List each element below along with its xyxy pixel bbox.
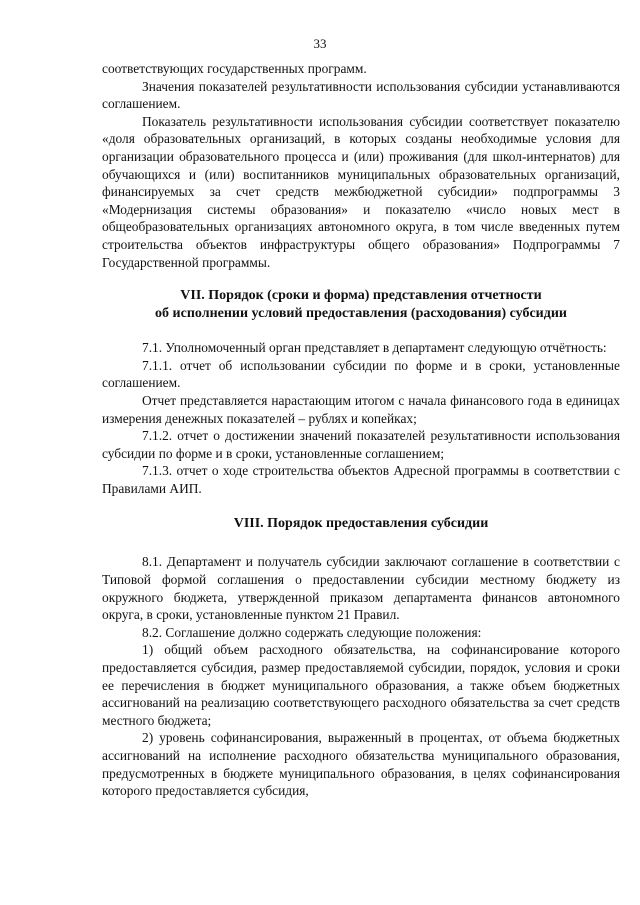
clause-7-1-2: 7.1.2. отчет о достижении значений показателей результативности использования субсидии по форме и в сроки, установленные соглашением; xyxy=(102,428,620,461)
clause-8-2-item-2: 2) уровень софинансирования, выраженный в процентах, от объема бюджетных ассигнований на исполнение расходного обязательства муниципального образования, предусмотренных в бюджете муниципального образования, в целях софинансирования которого предоставляется субсидия, xyxy=(102,730,620,799)
clause-8-1: 8.1. Департамент и получатель субсидии заключают соглашение в соответствии с Типовой формой соглашения о предоставлении субсидии местному бюджету из окружного бюджета, утвержденной приказом департамента финансов автономного округа, в сроки, установленные пунктом 21 Правил. xyxy=(102,554,620,623)
clause-7-1: 7.1. Уполномоченный орган представляет в департамент следующую отчётность: xyxy=(142,340,607,356)
clause-8-2-item-1: 1) общий объем расходного обязательства, на софинансирование которого предоставляется субсидия, размер предоставляемой субсидии, порядок, условия и сроки ее перечисления в бюджет муниципального образования, а также объем бюджетных ассигнований на реализацию соответствующего расходного обязательства за счет средств местного бюджета; xyxy=(102,642,620,728)
clause-7-1-1: 7.1.1. отчет об использовании субсидии по форме и в сроки, установленные соглашением. xyxy=(102,357,620,391)
clause-8-2: 8.2. Соглашение должно содержать следующие положения: xyxy=(142,624,482,640)
section-7-heading-line-1: VII. Порядок (сроки и форма) представления отчетности xyxy=(180,288,542,304)
section-7-heading-line-2: об исполнении условий предоставления (расходования) субсидии xyxy=(155,306,567,322)
page-body xyxy=(102,60,620,800)
page-number: 33 xyxy=(313,36,327,51)
paragraph-indicator-values: Значения показателей результативности использования субсидии устанавливаются соглашением. xyxy=(102,78,620,112)
section-8-heading-line: VIII. Порядок предоставления субсидии xyxy=(233,516,489,532)
clause-7-1-1-note: Отчет представляется нарастающим итогом с начала финансового года в единицах измерения денежных показателей – рублях и копейках; xyxy=(102,392,620,426)
section-8-heading xyxy=(102,515,620,533)
clause-7-1-3: 7.1.3. отчет о ходе строительства объектов Адресной программы в соответствии с Правилами АИП. xyxy=(102,463,620,496)
paragraph-continuation: соответствующих государственных программ. xyxy=(102,61,367,76)
paragraph-indicator-definition: Показатель результативности использования субсидии соответствует показателю «доля образовательных организаций, в которых созданы необходимые условия для организации образовательного процесса и (или) проживания (для школ-интернатов) для обучающихся и (или) воспитанников муниципальных образовательных организаций, финансируемых за счет средств межбюджетной субсидии» подпрограммы 3 «Модернизация системы образования» и показателю «число новых мест в общеобразовательных организациях автономного округа, в том числе введенных путем строительства объектов инфраструктуры общего образования» Подпрограммы 7 Государственной программы. xyxy=(102,113,620,270)
section-7-heading xyxy=(102,287,620,323)
